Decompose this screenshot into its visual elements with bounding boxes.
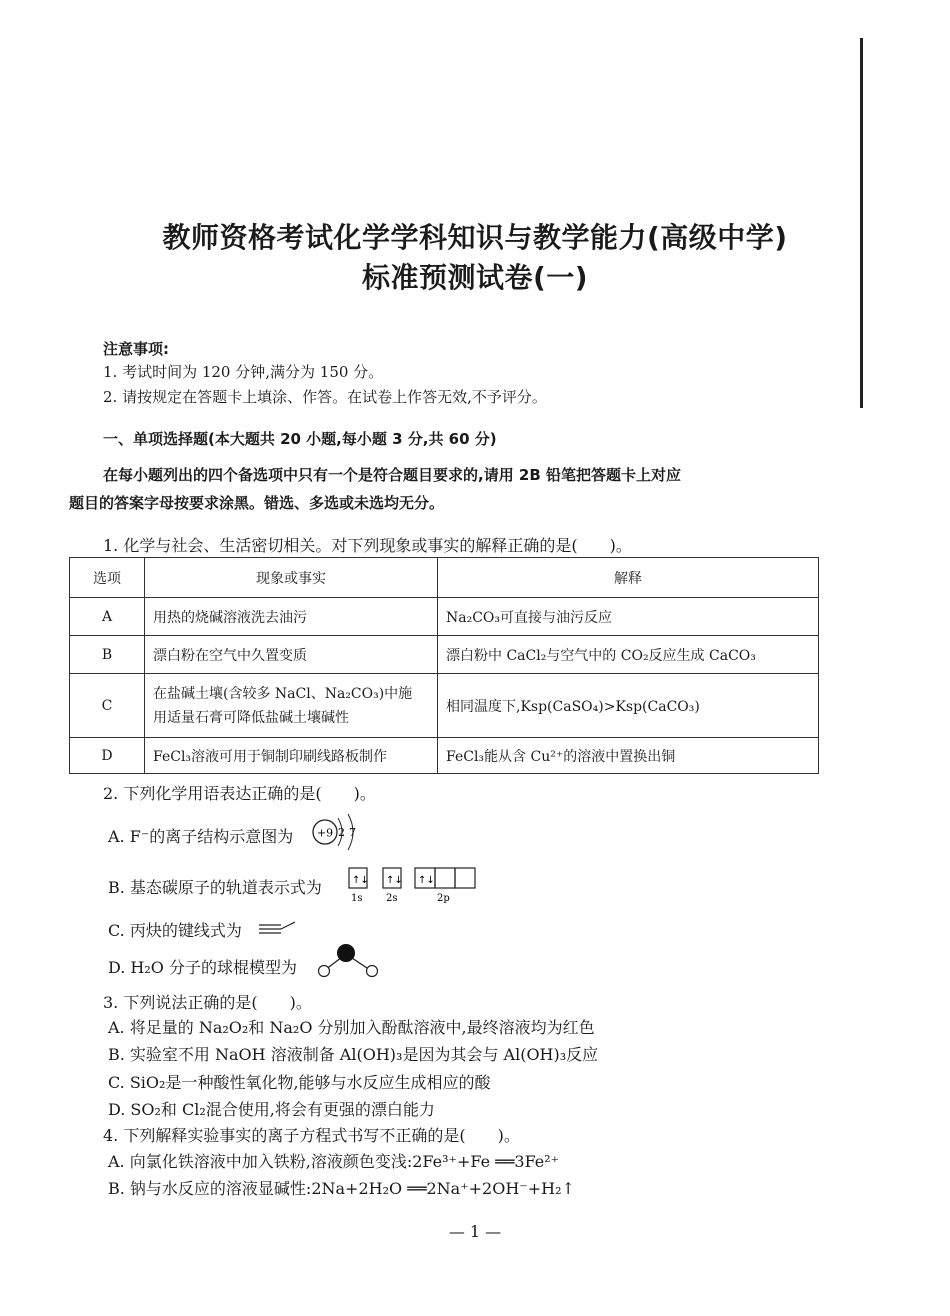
question-4-stem: 4. 下列解释实验事实的离子方程式书写不正确的是( )。: [103, 1126, 520, 1145]
hydrogen-atom: [367, 966, 378, 977]
hydrogen-atom: [319, 966, 330, 977]
question-4-option-b: B. 钠与水反应的溶液显碱性:2Na+2H₂O ══2Na⁺+2OH⁻+H₂↑: [108, 1179, 575, 1198]
propyne-skeletal-formula: [259, 918, 299, 938]
table-cell-option: D: [70, 738, 145, 774]
table-row: [70, 636, 819, 674]
question-4-option-a: A. 向氯化铁溶液中加入铁粉,溶液颜色变浅:2Fe³⁺+Fe ══3Fe²⁺: [108, 1152, 560, 1171]
exam-title-line2: 标准预测试卷(一): [361, 261, 589, 294]
svg-text:↑↓: ↑↓: [418, 875, 435, 886]
table-row: [70, 738, 819, 774]
table-cell-fact: 用热的烧碱溶液洗去油污: [145, 598, 438, 636]
question-2-option-a: A. F⁻的离子结构示意图为: [108, 827, 294, 846]
section1-heading: 一、单项选择题(本大题共 20 小题,每小题 3 分,共 60 分): [103, 430, 497, 448]
section1-instructions-line2: 题目的答案字母按要求涂黑。错选、多选或未选均无分。: [69, 494, 445, 512]
electron-shell-1-count: 2: [338, 826, 345, 839]
notice-heading: 注意事项:: [103, 340, 169, 358]
notice-item-1: 1. 考试时间为 120 分钟,满分为 150 分。: [103, 363, 384, 381]
question-1-table: [69, 557, 819, 774]
table-cell-fact-line2: 用适量石膏可降低盐碱土壤碱性: [153, 709, 349, 726]
question-2-option-b: B. 基态碳原子的轨道表示式为: [108, 878, 322, 897]
table-header-fact: 现象或事实: [145, 558, 438, 598]
table-cell-fact: [145, 674, 438, 738]
svg-text:↑↓: ↑↓: [352, 875, 369, 886]
table-cell-fact: 漂白粉在空气中久置变质: [145, 636, 438, 674]
orbital-label-1s: 1s: [351, 893, 363, 904]
table-header-option: 选项: [70, 558, 145, 598]
svg-text:↑↓: ↑↓: [386, 875, 403, 886]
table-header-row: [70, 558, 819, 598]
question-3-stem: 3. 下列说法正确的是( )。: [103, 993, 312, 1012]
question-2-option-c: C. 丙炔的键线式为: [108, 921, 242, 940]
question-3-option-d: D. SO₂和 Cl₂混合使用,将会有更强的漂白能力: [108, 1100, 435, 1119]
fluoride-ion-structure-diagram: [310, 812, 370, 852]
orbital-label-2p: 2p: [437, 893, 450, 904]
table-cell-option: B: [70, 636, 145, 674]
section1-instructions-line1: 在每小题列出的四个备选项中只有一个是符合题目要求的,请用 2B 铅笔把答题卡上对应: [103, 466, 682, 484]
table-row: [70, 674, 819, 738]
question-1-stem: 1. 化学与社会、生活密切相关。对下列现象或事实的解释正确的是( )。: [103, 536, 632, 555]
table-row: [70, 598, 819, 636]
page-number: — 1 —: [448, 1222, 502, 1241]
table-cell-explanation: 漂白粉中 CaCl₂与空气中的 CO₂反应生成 CaCO₃: [438, 636, 819, 674]
table-cell-explanation: FeCl₃能从含 Cu²⁺的溶液中置换出铜: [438, 738, 819, 774]
exam-title-line1: 教师资格考试化学学科知识与教学能力(高级中学): [162, 221, 788, 254]
electron-shell-2-count: 7: [349, 826, 356, 839]
nucleus-charge: +9: [316, 826, 334, 840]
table-header-explanation: 解释: [438, 558, 819, 598]
question-2-option-d: D. H₂O 分子的球棍模型为: [108, 958, 298, 977]
question-3-option-b: B. 实验室不用 NaOH 溶液制备 Al(OH)₃是因为其会与 Al(OH)₃反应: [108, 1045, 599, 1064]
table-cell-option: A: [70, 598, 145, 636]
water-ball-stick-model: [316, 942, 382, 978]
table-cell-option: C: [70, 674, 145, 738]
table-cell-fact: FeCl₃溶液可用于铜制印刷线路板制作: [145, 738, 438, 774]
table-cell-fact-line1: 在盐碱土壤(含较多 NaCl、Na₂CO₃)中施: [153, 685, 413, 702]
question-2-stem: 2. 下列化学用语表达正确的是( )。: [103, 784, 376, 803]
oxygen-atom: [337, 944, 355, 962]
table-cell-explanation: Na₂CO₃可直接与油污反应: [438, 598, 819, 636]
question-3-option-c: C. SiO₂是一种酸性氧化物,能够与水反应生成相应的酸: [108, 1073, 491, 1092]
notice-item-2: 2. 请按规定在答题卡上填涂、作答。在试卷上作答无效,不予评分。: [103, 388, 547, 406]
orbital-label-2s: 2s: [386, 893, 398, 904]
table-cell-explanation: 相同温度下,Ksp(CaSO₄)>Ksp(CaCO₃): [438, 674, 819, 738]
question-3-option-a: A. 将足量的 Na₂O₂和 Na₂O 分别加入酚酞溶液中,最终溶液均为红色: [108, 1018, 595, 1037]
carbon-orbital-diagram: [347, 866, 487, 906]
